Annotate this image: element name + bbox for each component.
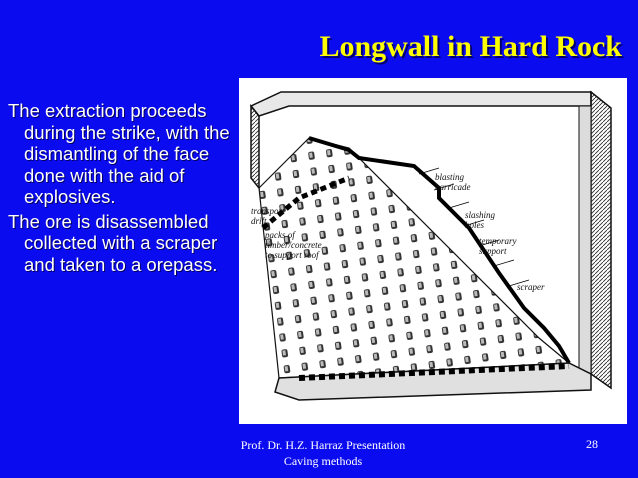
label-blasting: blasting (435, 172, 465, 182)
page-number: 28 (586, 437, 598, 451)
label-drift: drift (251, 216, 267, 226)
right-wall (591, 92, 611, 388)
bullet-text: The extraction proceeds during the strike, with the dismantling of the face done with the aid of explosives. (8, 100, 230, 207)
label-holes: holes (465, 220, 484, 230)
label-packs: packs of (265, 230, 295, 240)
bullet-extraction (8, 100, 236, 208)
footer (228, 437, 418, 469)
right-wall-face (579, 106, 591, 374)
slide-title: Longwall in Hard Rock (319, 30, 622, 63)
label-barricade: barricade (435, 182, 471, 192)
label-transport: transport (251, 206, 285, 216)
label-support: support (479, 246, 507, 256)
left-wall (251, 106, 259, 188)
bullet-text: The ore is disassembled collected with a scraper and taken to a orepass. (8, 210, 218, 275)
label-slashing: slashing (465, 210, 496, 220)
footer-presenter: Prof. Dr. H.Z. Harraz Presentation (240, 438, 406, 452)
footer-topic: Caving methods (283, 454, 363, 468)
label-roof: to support roof (265, 250, 319, 260)
label-timber: timber/concrete (265, 240, 322, 250)
label-temporary: temporary (479, 236, 517, 246)
longwall-diagram-svg (239, 78, 627, 424)
bullet-list (8, 100, 236, 278)
bullet-ore (8, 211, 236, 276)
longwall-diagram (239, 78, 627, 424)
label-scraper: scraper (517, 282, 545, 292)
back-wall-top (251, 92, 591, 116)
